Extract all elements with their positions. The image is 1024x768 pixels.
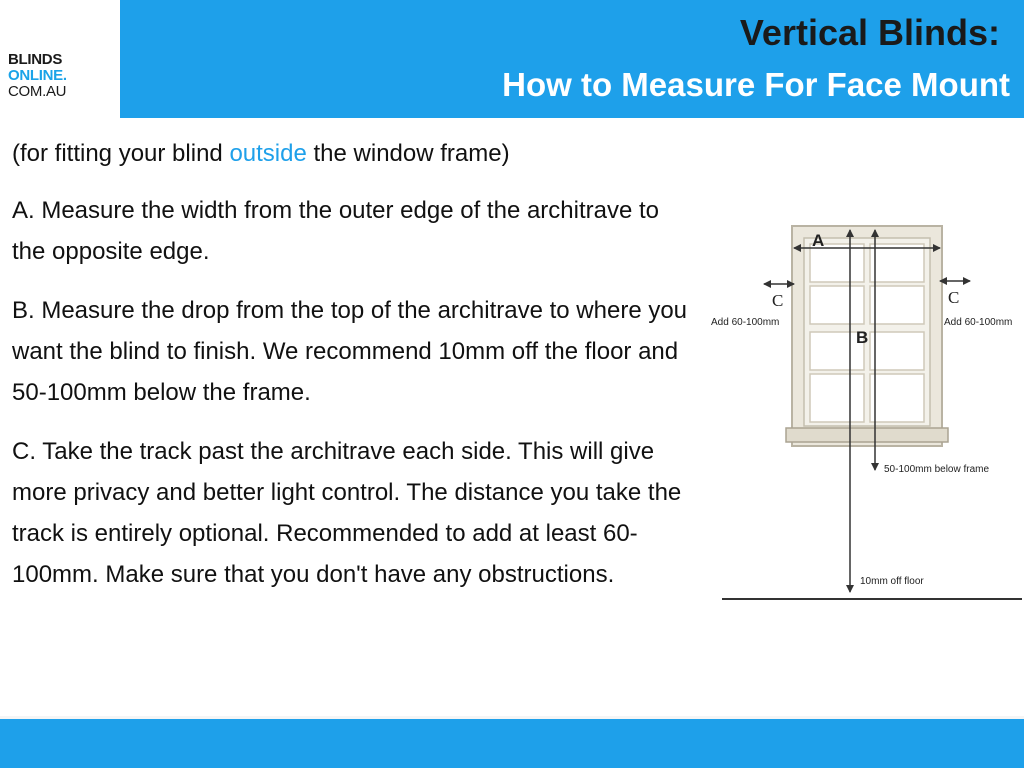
footer-bar [0, 716, 1024, 768]
logo-line-3: COM.AU [8, 83, 67, 100]
add-left-text: Add 60-100mm [711, 317, 780, 328]
page-subtitle: How to Measure For Face Mount [502, 66, 1010, 103]
intro-accent: outside [229, 140, 307, 167]
add-right-text: Add 60-100mm [944, 317, 1013, 328]
below-frame-text: 50-100mm below frame [884, 464, 990, 475]
step-b: B. Measure the drop from the top of the architrave to where you want the blind to finish. We recommend 10mm off the floor and 50-100mm below the frame. [12, 297, 688, 406]
intro-line [12, 133, 696, 174]
window-sill [786, 428, 948, 442]
step-a: A. Measure the width from the outer edge of the architrave to the opposite edge. [12, 197, 660, 265]
off-floor-text: 10mm off floor [860, 576, 924, 587]
label-c-left: C [772, 291, 784, 310]
label-b: B [856, 328, 869, 347]
intro-before: (for fitting your blind [12, 140, 230, 167]
page-title: Vertical Blinds: [739, 12, 1000, 53]
blinds-online-logo [8, 52, 67, 100]
instructions-text [12, 133, 696, 613]
header-banner [120, 0, 1024, 118]
window-measure-diagram [708, 222, 1024, 608]
footer-divider [0, 716, 1024, 719]
logo-line-1: BLINDS [8, 51, 63, 68]
step-c: C. Take the track past the architrave each side. This will give more privacy and better light control. The distance you take the track is entirely optional. Recommended to add at least 60-100mm. Make sure that you don't have any obstructions. [12, 438, 682, 588]
label-c-right: C [948, 288, 960, 307]
intro-after: the window frame) [306, 140, 510, 167]
label-a: A [812, 231, 825, 250]
logo-area [0, 0, 120, 118]
logo-line-2: ONLINE. [8, 67, 67, 84]
